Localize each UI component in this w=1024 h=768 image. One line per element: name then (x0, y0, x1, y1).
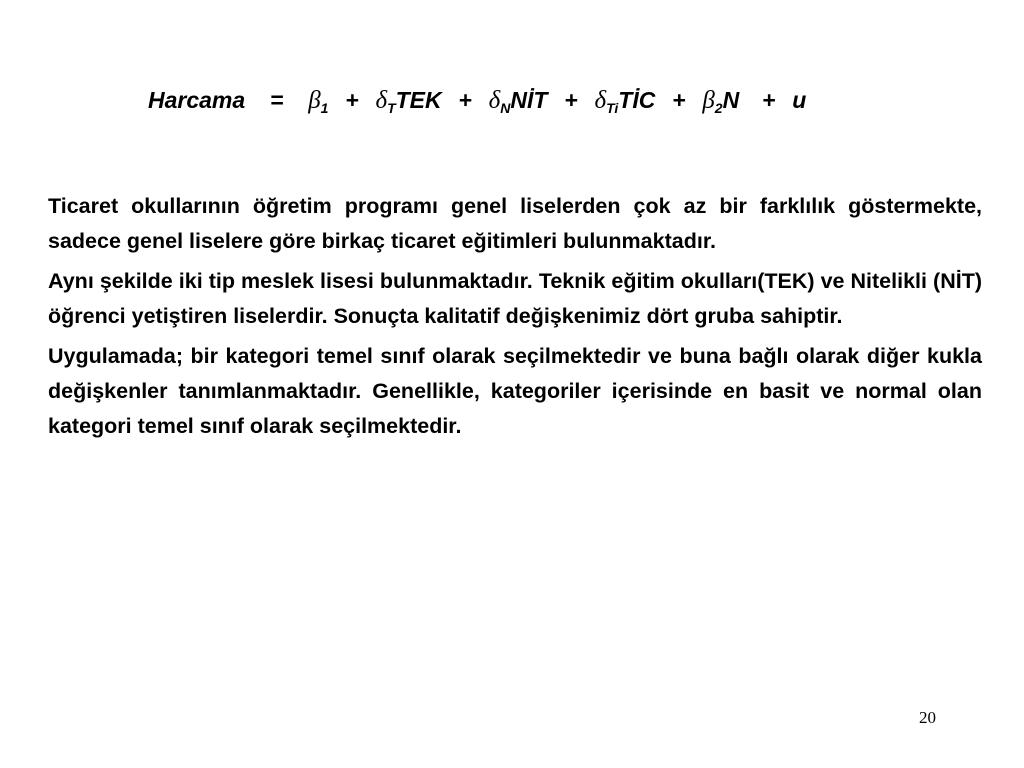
beta-symbol: β (308, 87, 321, 114)
equation-plus: + (761, 87, 776, 113)
error-term: u (792, 87, 807, 113)
subscript-T: T (387, 100, 396, 116)
paragraph: Aynı şekilde iki tip meslek lisesi bulunmaktadır. Teknik eğitim okulları(TEK) ve Nitelikli (NİT) öğrenci yetiştiren liselerdir. Sonuçta kalitatif değişkenimiz dört gruba sahiptir. (48, 269, 982, 328)
subscript-1: 1 (320, 100, 329, 116)
beta-symbol: β (702, 87, 715, 114)
body-text (48, 189, 982, 449)
equation-equals: = (269, 87, 284, 113)
page-number: 20 (919, 708, 936, 727)
subscript-N: N (500, 100, 511, 116)
delta-symbol: δ (594, 87, 607, 114)
variable-tic: TİC (618, 87, 656, 113)
variable-nit: NİT (510, 87, 548, 113)
equation-plus: + (564, 87, 578, 113)
regression-equation (148, 84, 806, 117)
variable-n: N (722, 87, 740, 113)
equation-plus: + (672, 87, 686, 113)
subscript-Ti: Ti (606, 100, 619, 116)
equation-plus: + (345, 87, 359, 113)
paragraph: Ticaret okullarının öğretim programı genel liselerden çok az bir farklılık göstermekte, sadece genel liselere göre birkaç ticaret eğitimleri bulunmaktadır. (48, 194, 982, 253)
delta-symbol: δ (375, 87, 388, 114)
delta-symbol: δ (488, 87, 501, 114)
variable-tek: TEK (395, 87, 442, 113)
paragraph: Uygulamada; bir kategori temel sınıf olarak seçilmektedir ve buna bağlı olarak diğer kukla değişkenler tanımlanmaktadır. Genellikle, kategoriler içerisinde en basit ve normal olan kategori temel sınıf olarak seçilmektedir. (48, 344, 982, 438)
equation-plus: + (458, 87, 472, 113)
equation-lhs: Harcama (148, 87, 246, 113)
subscript-2: 2 (714, 100, 723, 116)
